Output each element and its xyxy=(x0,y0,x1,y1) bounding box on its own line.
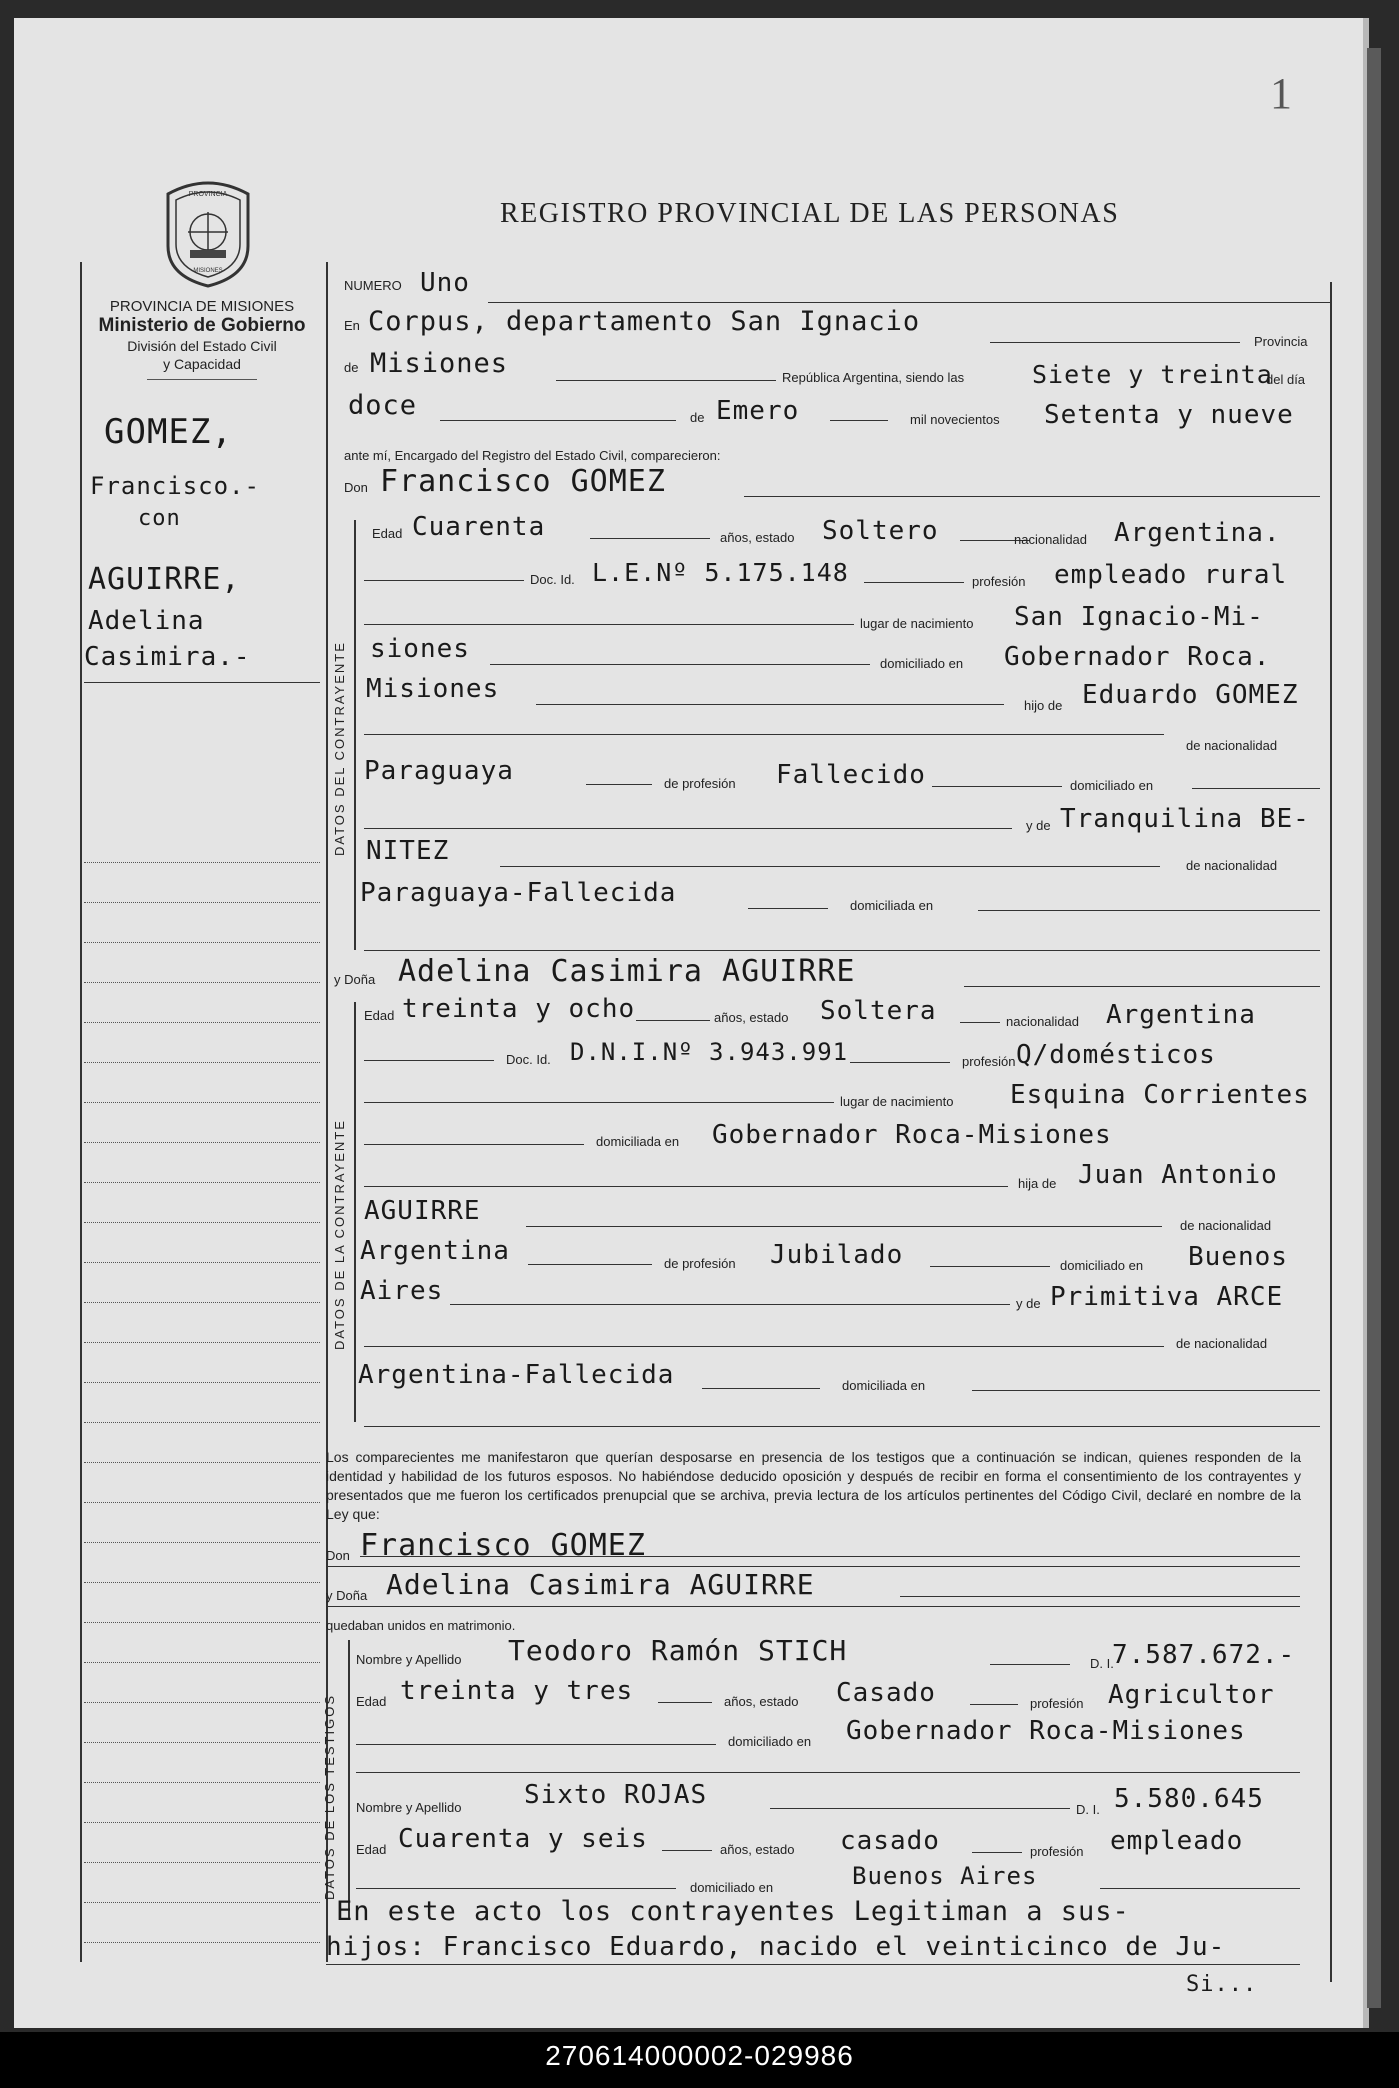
y-de-label-2: y de xyxy=(1016,1296,1041,1311)
contrayente-nac-lugar-1: San Ignacio-Mi- xyxy=(1014,602,1264,632)
t2-estado: casado xyxy=(840,1826,940,1856)
t1-edad-label: Edad xyxy=(356,1694,387,1709)
contrayenta-profesion: Q/domésticos xyxy=(1016,1040,1216,1070)
ante-label: ante mí, Encargado del Registro del Estado Civil, comparecieron: xyxy=(344,448,721,463)
doc-label-2: Doc. Id. xyxy=(506,1052,551,1067)
contrayenta-estado: Soltera xyxy=(820,996,937,1026)
de-nacionalidad-label: de nacionalidad xyxy=(1186,738,1278,753)
mil-label: mil novecientos xyxy=(910,412,1000,427)
provincia-value: Misiones xyxy=(370,348,509,379)
hija-label: hija de xyxy=(1018,1176,1057,1191)
declaration-paragraph: Los comparecientes me manifestaron que querían desposarse en presencia de los testigos que a continuación se indican, quienes responden de la identidad y habilidad de los futuros esposos. No habiéndose deducido oposición y después de recibir en forma el consentimiento de los contrayentes y presentados que me fueron los certificados prenupcial que se archiva, previa lectura de los artículos pertinentes del Código Civil, declaré en nombre de la Ley que: xyxy=(326,1449,1301,1522)
nacionalidad-label-2: nacionalidad xyxy=(1006,1014,1080,1029)
lugar-nac-label-2: lugar de nacimiento xyxy=(840,1094,954,1109)
t2-nombre-label: Nombre y Apellido xyxy=(356,1800,462,1815)
contrayenta-padre-prof: Jubilado xyxy=(770,1240,904,1270)
don-label: Don xyxy=(344,480,368,495)
contrayenta-padre-dom-2: Aires xyxy=(360,1276,444,1306)
margin-column xyxy=(80,262,328,1962)
contrayenta-domicilio: Gobernador Roca-Misiones xyxy=(712,1120,1112,1150)
domicilio-label: domiciliado en xyxy=(880,656,964,671)
contrayente-profesion: empleado rural xyxy=(1054,560,1288,590)
t2-di: 5.580.645 xyxy=(1114,1784,1264,1814)
de-profesion-label: de profesión xyxy=(664,776,736,791)
unidos-label: quedaban unidos en matrimonio. xyxy=(326,1618,516,1633)
contrayente-madre-nac: Paraguaya-Fallecida xyxy=(360,878,677,908)
contrayente-nacionalidad: Argentina. xyxy=(1114,518,1281,548)
padre-domicilio-label: domiciliado en xyxy=(1070,778,1154,793)
decl-dona-value: Adelina Casimira AGUIRRE xyxy=(386,1568,815,1601)
seal-text-top: PROVINCIA xyxy=(188,191,228,198)
del-dia-label: del día xyxy=(1266,372,1306,387)
contrayente-edad: Cuarenta xyxy=(412,512,546,542)
doc-label: Doc. Id. xyxy=(530,572,575,587)
contrayenta-padre-nac: Argentina xyxy=(360,1236,510,1266)
seal-text-bottom: MISIONES xyxy=(193,268,223,274)
decl-don-label: Don xyxy=(326,1548,350,1563)
contrayenta-nombre: Adelina Casimira AGUIRRE xyxy=(398,954,856,989)
contrayente-estado: Soltero xyxy=(822,516,939,546)
de-nacionalidad-label-2: de nacionalidad xyxy=(1186,858,1278,873)
margin-note-name: Francisco.- xyxy=(90,472,260,500)
contrayente-section-label: DATOS DEL CONTRAYENTE xyxy=(332,641,347,856)
t1-nombre-label: Nombre y Apellido xyxy=(356,1652,462,1667)
edad-label: Edad xyxy=(372,526,403,541)
anio-value: Setenta y nueve xyxy=(1044,400,1294,430)
contrayenta-padre-2: AGUIRRE xyxy=(364,1196,481,1226)
de-nacionalidad-label-3: de nacionalidad xyxy=(1180,1218,1272,1233)
profesion-label-2: profesión xyxy=(962,1054,1016,1069)
republica-label: República Argentina, siendo las xyxy=(782,370,965,385)
contrayente-madre-2: NITEZ xyxy=(366,836,450,866)
contrayente-nombre: Francisco GOMEZ xyxy=(380,464,666,499)
y-de-label: y de xyxy=(1026,818,1051,833)
contrayente-domicilio-1: Gobernador Roca. xyxy=(1004,642,1271,672)
contrayenta-padre-1: Juan Antonio xyxy=(1078,1160,1278,1190)
contrayenta-nacionalidad: Argentina xyxy=(1106,1000,1256,1030)
lugar-nac-label: lugar de nacimiento xyxy=(860,616,974,631)
t1-domicilio: Gobernador Roca-Misiones xyxy=(846,1716,1246,1746)
hora-value: Siete y treinta xyxy=(1032,360,1273,389)
de-mes-label: de xyxy=(690,410,705,425)
contrayenta-madre: Primitiva ARCE xyxy=(1050,1282,1284,1312)
madre-domicilio-label-2: domiciliada en xyxy=(842,1378,926,1393)
t2-profesion: empleado xyxy=(1110,1826,1244,1856)
edad-label-2: Edad xyxy=(364,1008,395,1023)
estado-label: años, estado xyxy=(720,530,795,545)
contrayente-padre-prof: Fallecido xyxy=(776,760,926,790)
numero-label: NUMERO xyxy=(344,278,402,293)
division-name: División del Estado Civil xyxy=(127,338,277,354)
hijo-label: hijo de xyxy=(1024,698,1063,713)
contrayente-nac-lugar-2: siones xyxy=(370,634,470,664)
margin-note-name-2: Adelina xyxy=(88,606,205,636)
contrayenta-edad: treinta y ocho xyxy=(402,994,636,1024)
t1-estado-label: años, estado xyxy=(724,1694,799,1709)
contrayente-padre: Eduardo GOMEZ xyxy=(1082,680,1299,710)
t2-estado-label: años, estado xyxy=(720,1842,795,1857)
contrayente-madre-1: Tranquilina BE- xyxy=(1060,804,1310,834)
margin-note-surname: GOMEZ, xyxy=(104,412,233,452)
nacionalidad-label: nacionalidad xyxy=(1014,532,1088,547)
t1-domicilio-label: domiciliado en xyxy=(728,1734,812,1749)
mes-value: Emero xyxy=(716,396,800,426)
t2-edad-label: Edad xyxy=(356,1842,387,1857)
t1-nombre: Teodoro Ramón STICH xyxy=(508,1634,848,1667)
contrayenta-padre-dom-1: Buenos xyxy=(1188,1242,1288,1272)
province-name: PROVINCIA DE MISIONES xyxy=(109,298,295,315)
t2-profesion-label: profesión xyxy=(1030,1844,1084,1859)
t2-edad: Cuarenta y seis xyxy=(398,1824,648,1854)
nota-line-2: hijos: Francisco Eduardo, nacido el veinticinco de Ju- xyxy=(326,1932,1226,1962)
t2-di-label: D. I. xyxy=(1076,1802,1100,1817)
numero-value: Uno xyxy=(420,268,470,298)
division-name-2: y Capacidad xyxy=(163,356,241,372)
ministry-name: Ministerio de Gobierno xyxy=(98,315,306,336)
margin-note-con: con xyxy=(138,506,181,531)
de-profesion-label-2: de profesión xyxy=(664,1256,736,1271)
t1-estado: Casado xyxy=(836,1678,936,1708)
nota-line-1: En este acto los contrayentes Legitiman a sus- xyxy=(336,1896,1130,1927)
t1-profesion-label: profesión xyxy=(1030,1696,1084,1711)
book-spine xyxy=(1367,48,1381,2008)
contrayente-padre-nac: Paraguaya xyxy=(364,756,514,786)
madre-domicilio-label: domiciliada en xyxy=(850,898,934,913)
decl-dona-label: y Doña xyxy=(326,1588,368,1603)
padre-domicilio-label-2: domiciliado en xyxy=(1060,1258,1144,1273)
decl-don-value: Francisco GOMEZ xyxy=(360,1528,646,1563)
contrayenta-nac-lugar: Esquina Corrientes xyxy=(1010,1080,1310,1110)
contrayenta-madre-nac: Argentina-Fallecida xyxy=(358,1360,675,1390)
margin-note-surname-2: AGUIRRE, xyxy=(88,562,241,597)
t1-di: 7.587.672.- xyxy=(1112,1640,1296,1670)
profesion-label: profesión xyxy=(972,574,1026,589)
t1-di-label: D. I. xyxy=(1090,1656,1114,1671)
lugar-value: Corpus, departamento San Ignacio xyxy=(368,306,921,337)
dona-label: y Doña xyxy=(334,972,376,987)
t2-domicilio: Buenos Aires xyxy=(852,1862,1038,1890)
margin-note-name-3: Casimira.- xyxy=(84,642,251,672)
de-label: de xyxy=(344,360,359,375)
t2-domicilio-label: domiciliado en xyxy=(690,1880,774,1895)
document-id: 270614000002-029986 xyxy=(545,2040,854,2071)
de-nacionalidad-label-4: de nacionalidad xyxy=(1176,1336,1268,1351)
province-block xyxy=(80,298,324,380)
domicilio-label-2: domiciliada en xyxy=(596,1134,680,1149)
contrayente-doc: L.E.Nº 5.175.148 xyxy=(592,558,849,587)
contrayenta-section-label: DATOS DE LA CONTRAYENTE xyxy=(332,1119,347,1350)
page-number: 1 xyxy=(1270,69,1292,118)
t2-nombre: Sixto ROJAS xyxy=(524,1780,708,1810)
nota-line-3: Si... xyxy=(1186,1972,1258,1997)
t1-profesion: Agricultor xyxy=(1108,1680,1275,1710)
contrayente-domicilio-2: Misiones xyxy=(366,674,500,704)
testigos-section-label: DATOS DE LOS TESTIGOS xyxy=(322,1694,337,1900)
provincia-label: Provincia xyxy=(1254,334,1308,349)
document-title: REGISTRO PROVINCIAL DE LAS PERSONAS xyxy=(500,198,1120,229)
estado-label-2: años, estado xyxy=(714,1010,789,1025)
en-label: En xyxy=(344,318,360,333)
dia-value: doce xyxy=(348,390,418,421)
t1-edad: treinta y tres xyxy=(400,1676,634,1706)
contrayenta-doc: D.N.I.Nº 3.943.991 xyxy=(570,1038,849,1066)
